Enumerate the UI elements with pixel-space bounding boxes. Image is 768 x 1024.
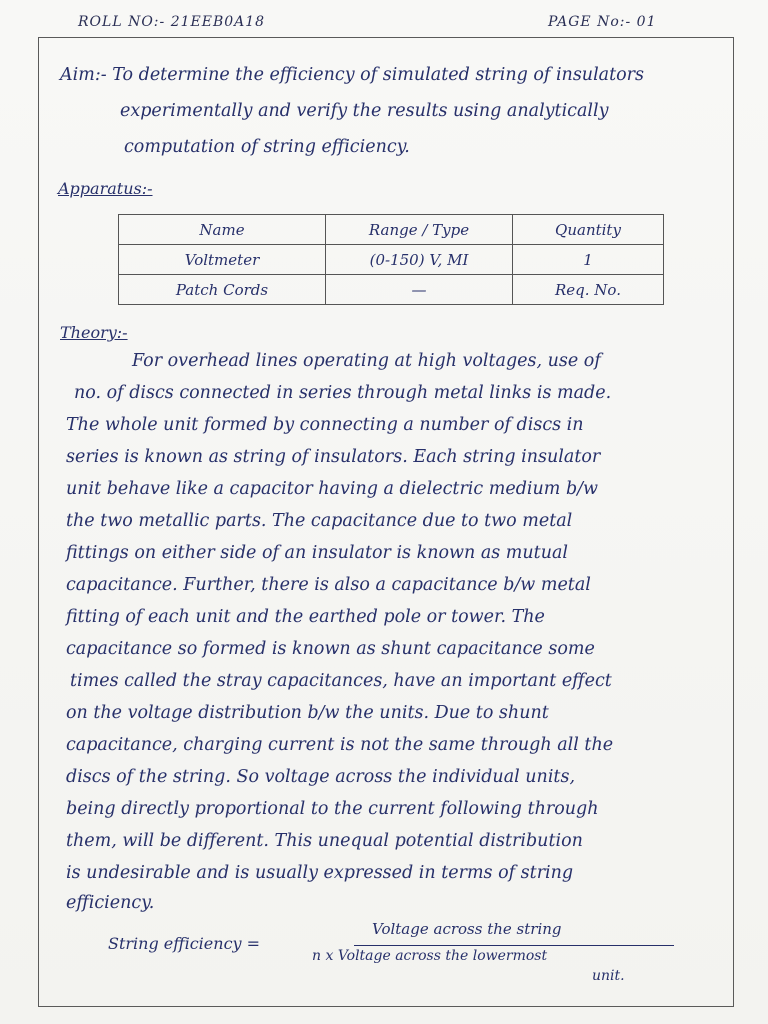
table-cell: 1: [513, 245, 664, 275]
theory-line: For overhead lines operating at high voltages, use of: [132, 351, 601, 371]
table-header-cell: Quantity: [513, 215, 664, 245]
theory-line: the two metallic parts. The capacitance due to two metal: [66, 511, 573, 531]
table-cell: Voltmeter: [119, 245, 326, 275]
theory-line: capacitance so formed is known as shunt capacitance some: [66, 639, 595, 659]
theory-line: discs of the string. So voltage across the individual units,: [66, 767, 576, 787]
theory-line: unit behave like a capacitor having a dielectric medium b/w: [66, 479, 599, 499]
roll-number: ROLL NO:- 21EEB0A18: [78, 14, 266, 30]
table-row: [119, 245, 664, 275]
formula-lhs: String efficiency =: [108, 934, 261, 953]
theory-line: The whole unit formed by connecting a number of discs in: [66, 415, 584, 435]
table-cell: Req. No.: [513, 275, 664, 305]
theory-line: fittings on either side of an insulator is known as mutual: [66, 543, 568, 563]
theory-line: fitting of each unit and the earthed pole or tower. The: [66, 607, 545, 627]
apparatus-table: [118, 214, 664, 305]
formula-denominator: n x Voltage across the lowermost: [312, 948, 548, 964]
theory-line: no. of discs connected in series through metal links is made.: [74, 383, 612, 403]
table-cell: (0-150) V, MI: [326, 245, 513, 275]
page-number: PAGE No:- 01: [548, 14, 657, 30]
table-header-cell: Range / Type: [326, 215, 513, 245]
theory-line: series is known as string of insulators. Each string insulator: [66, 447, 601, 467]
table-header-row: [119, 215, 664, 245]
theory-heading: Theory:-: [60, 323, 128, 342]
table-cell: Patch Cords: [119, 275, 326, 305]
aim-line-3: computation of string efficiency.: [124, 137, 410, 157]
theory-line: times called the stray capacitances, have an important effect: [70, 671, 612, 691]
apparatus-heading: Apparatus:-: [58, 179, 153, 198]
formula-denominator-continued: unit.: [592, 968, 625, 984]
theory-line: is undesirable and is usually expressed in terms of string: [66, 863, 574, 883]
theory-line: capacitance. Further, there is also a capacitance b/w metal: [66, 575, 591, 595]
table-row: [119, 275, 664, 305]
theory-line: capacitance, charging current is not the same through all the: [66, 735, 614, 755]
string-efficiency-formula: [72, 920, 712, 990]
theory-line: being directly proportional to the current following through: [66, 799, 599, 819]
formula-numerator: Voltage across the string: [372, 920, 562, 938]
theory-line: on the voltage distribution b/w the units. Due to shunt: [66, 703, 549, 723]
theory-line: them, will be different. This unequal potential distribution: [66, 831, 583, 851]
theory-line: efficiency.: [66, 893, 155, 913]
aim-line-1: Aim:- To determine the efficiency of simulated string of insulators: [60, 65, 645, 85]
fraction-bar: [354, 945, 674, 946]
aim-line-2: experimentally and verify the results using analytically: [120, 101, 609, 121]
table-cell: —: [326, 275, 513, 305]
table-header-cell: Name: [119, 215, 326, 245]
